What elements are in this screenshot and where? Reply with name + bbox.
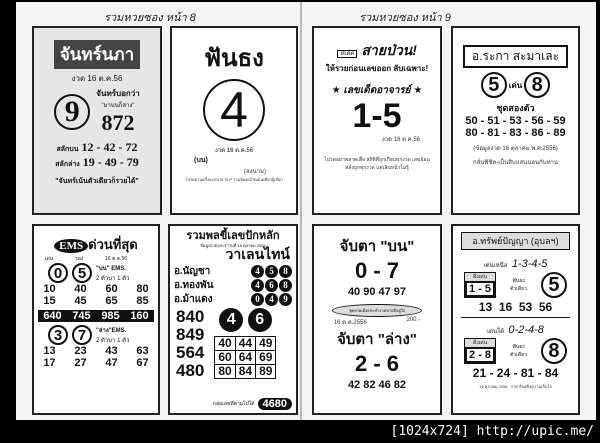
- draw-date: งวด 16 ต.ค.56: [214, 148, 254, 154]
- footer-label: กลุ่มเลขที่ตามไปได้: [212, 401, 255, 407]
- north-digits: 1-3-4-5: [511, 258, 548, 270]
- single-label: ตัวเดียว: [510, 352, 527, 358]
- pin-pair: 1 - 5: [465, 281, 495, 297]
- bottom-label: สลักล่าง: [55, 160, 80, 168]
- draw-date: 16 ต.ค.2556: [333, 320, 367, 326]
- main-digit: 9: [54, 94, 90, 130]
- three-digit: 840: [176, 307, 205, 326]
- brand: สายป่วน!: [361, 42, 417, 58]
- number: 23: [74, 345, 87, 357]
- image-host-watermark: [1024x724] http://upic.me/: [390, 424, 594, 439]
- three-digit: 480: [176, 361, 205, 380]
- number: 160: [130, 310, 149, 322]
- grid-cell: 80: [215, 365, 235, 379]
- panel-title: จันทร์นภา: [54, 40, 140, 69]
- signature: (ลงนาม): [243, 169, 266, 175]
- number: 43: [105, 345, 118, 357]
- bottom-main: 2 - 6: [354, 351, 400, 376]
- number: 85: [136, 295, 149, 307]
- panel-raka: [451, 26, 580, 215]
- pin-pair: 2 - 8: [465, 347, 495, 363]
- number-row: 80 - 81 - 83 - 86 - 89: [465, 127, 566, 139]
- number-ball: 8: [279, 265, 292, 278]
- panel-valentine: [168, 224, 298, 415]
- flag-label: ฟันธง: [512, 344, 525, 350]
- lead-digit: 3: [48, 325, 68, 345]
- panel-ems: [32, 224, 160, 415]
- ems-logo: EMS: [54, 239, 88, 253]
- north-label: เด่นเหนือ: [483, 263, 508, 269]
- grid-cell: 49: [256, 337, 276, 351]
- grid-cell: 44: [235, 337, 255, 351]
- pin-label: ดึงเด่น: [465, 339, 495, 347]
- number-row: 21 - 24 - 81 - 84: [472, 366, 559, 380]
- lead-label: เด่น: [44, 256, 54, 262]
- grid-cell: 69: [256, 351, 276, 365]
- number: 10: [43, 283, 56, 295]
- slogan: "จันทร์เน้นตัวเดียวก็รวยได้": [55, 178, 139, 185]
- number-row: 50 - 51 - 53 - 56 - 59: [465, 115, 566, 127]
- panel-jabta: [312, 224, 442, 415]
- lead-text: จันทร์บอกว่า: [96, 89, 140, 98]
- number-ball: 4: [265, 293, 278, 306]
- price: 200.-: [406, 317, 421, 323]
- note: 2 ตัวบา 1 ตัว: [96, 338, 130, 344]
- number-ball: 5: [265, 265, 278, 278]
- page-fold: [300, 2, 302, 420]
- position-label: "บน" EMS.: [96, 266, 126, 272]
- south-digits: 0-2-4-8: [508, 324, 544, 336]
- oval-banner: ชุดหวยเด็ดประจำงวดขายดีอยู่ใจ: [332, 304, 422, 317]
- teacher-name: อ.ม้าแดง: [174, 293, 213, 305]
- second-digit: 7: [72, 325, 92, 345]
- footer-row: [213, 398, 292, 410]
- number: 40: [74, 283, 87, 295]
- bottom-numbers: 42 82 46 82: [347, 379, 407, 391]
- lead-label: เด่น: [508, 80, 523, 90]
- bottom-title: จับตา "ล่าง": [337, 331, 417, 348]
- number: 47: [105, 357, 118, 369]
- number-grid: [214, 336, 276, 379]
- three-digit: 564: [176, 343, 205, 362]
- subtitle: ชุดสองตัว: [496, 103, 535, 113]
- top-numbers: 40 90 47 97: [347, 286, 407, 298]
- bottom-numbers: 19 - 49 - 79: [82, 155, 139, 169]
- page-header-left: รวมหวยซอง หน้า 8: [104, 12, 196, 24]
- quote: "มาบนก็ล่าง": [101, 103, 135, 109]
- grid-cell: 89: [256, 365, 276, 379]
- panel-fanthong: [170, 26, 298, 215]
- brand: วาเลนไทน์: [225, 248, 290, 263]
- three-digit: 849: [176, 325, 205, 344]
- number: 45: [74, 295, 87, 307]
- single-digit: 5: [541, 272, 567, 298]
- second-label: รอง: [75, 256, 84, 262]
- draw-date: 16 ต.ค.56: [105, 256, 128, 262]
- panel-title: รวมพลขี้เลขปักหลัก: [186, 230, 280, 242]
- panel-title: อ.ทรัพย์ปัญญา (อุบลฯ): [461, 232, 570, 250]
- three-digit-band: [38, 310, 154, 322]
- teacher-row: [170, 292, 296, 306]
- grid-cell: 40: [215, 337, 235, 351]
- number: 985: [101, 310, 120, 322]
- second-digit: 5: [72, 263, 92, 283]
- single-digit: 8: [541, 338, 567, 364]
- three-digit: 872: [101, 110, 135, 135]
- draw-date: งวด 16 ต.ค.56: [381, 137, 420, 143]
- note: 2 ตัวบา 1 ตัว: [96, 276, 130, 282]
- panel-saipuan: [312, 26, 442, 215]
- draw-date: งวด 16 ต.ค.56: [71, 74, 123, 83]
- pin-label: ดึงเด่น: [465, 273, 495, 281]
- number: 67: [136, 357, 149, 369]
- number-ball: 8: [279, 279, 292, 292]
- top-main: 0 - 7: [354, 258, 400, 283]
- badge: ทีเด็ด: [337, 50, 357, 58]
- number: 65: [105, 295, 118, 307]
- teacher-name: อ.นัญชา: [174, 265, 211, 277]
- number: 17: [43, 357, 56, 369]
- fine-print: โปรดอย่าพลาดเลื่อ สถิติที่ถูกเกือบทุกงวด เลขอ้อนหลังถูกทุกงวด แต่เลินหน้าไม่รู้: [324, 157, 430, 171]
- number: 60: [105, 283, 118, 295]
- panel-sappanya: [451, 224, 580, 415]
- number: 745: [72, 310, 91, 322]
- number: 15: [43, 295, 56, 307]
- panel-chanthornapha: [32, 26, 162, 215]
- top-numbers: 12 - 42 - 72: [81, 140, 138, 154]
- flag-label: ฟันธง: [512, 278, 525, 284]
- panel-title: ด่วนที่สุด: [88, 237, 138, 252]
- digit-a: 5: [481, 72, 507, 98]
- teacher-name: อ.ทองพัน: [174, 279, 214, 291]
- fine-print: กลั่นพิชิต-เป็นสิบแสนนอนกับท่าน: [472, 160, 559, 166]
- teacher-row: [170, 264, 296, 278]
- number: 13: [43, 345, 56, 357]
- page-header-right: รวมหวยซอง หน้า 9: [359, 12, 451, 24]
- number: 640: [43, 310, 62, 322]
- main-number: 1-5: [352, 97, 402, 135]
- number-row: 13 16 53 56: [478, 300, 553, 314]
- subtitle: ข้อมูลงวดประจำวันที่ 16 ตุลาคม 2556: [200, 243, 266, 248]
- number: 63: [136, 345, 149, 357]
- single-label: ตัวเดียว: [510, 286, 527, 292]
- pair-digit: 4: [219, 308, 243, 332]
- fine-print: โปรดอ่านครั้งแรกนาย SLP รวมข้อคนไข่แผ่นเดียวผู้เลือก: [185, 177, 283, 182]
- position-label: "ล่าง"EMS.: [96, 328, 127, 334]
- position-label: (บน): [194, 157, 208, 164]
- number: 80: [136, 283, 149, 295]
- fine-print: 16 ตุลาคม 2556 ราคาปีเสด็จความเก็บใจ: [479, 384, 552, 389]
- number-ball: 0: [251, 293, 264, 306]
- panel-title: อ.ระกา สะมาเละ: [463, 45, 568, 68]
- note: (ข้อมูลงวด 16 ตุลาคม พ.ศ.2556): [473, 146, 558, 152]
- teacher-row: [170, 278, 296, 292]
- grid-cell: 84: [235, 365, 255, 379]
- digit-b: 8: [524, 72, 550, 98]
- number-ball: 4: [251, 279, 264, 292]
- number: 27: [74, 357, 87, 369]
- tagline: ให้รวยก่อนเลขออก ลับเฉพาะ!: [325, 64, 429, 73]
- footer-number: 4680: [258, 398, 292, 410]
- number-ball: 9: [279, 293, 292, 306]
- grid-cell: 64: [235, 351, 255, 365]
- top-title: จับตา "บน": [339, 238, 415, 255]
- main-digit: 4: [203, 79, 265, 141]
- panel-title: ฟันธง: [204, 45, 264, 72]
- number-ball: 6: [265, 279, 278, 292]
- label: ★ เลขเด็ดอาจารย์ ★: [331, 85, 423, 96]
- lead-digit: 0: [48, 263, 68, 283]
- top-label: สลักบน: [56, 145, 79, 153]
- pair-digit: 6: [248, 308, 272, 332]
- number-ball: 4: [251, 265, 264, 278]
- south-label: เด่นใต้: [487, 329, 504, 335]
- grid-cell: 60: [215, 351, 235, 365]
